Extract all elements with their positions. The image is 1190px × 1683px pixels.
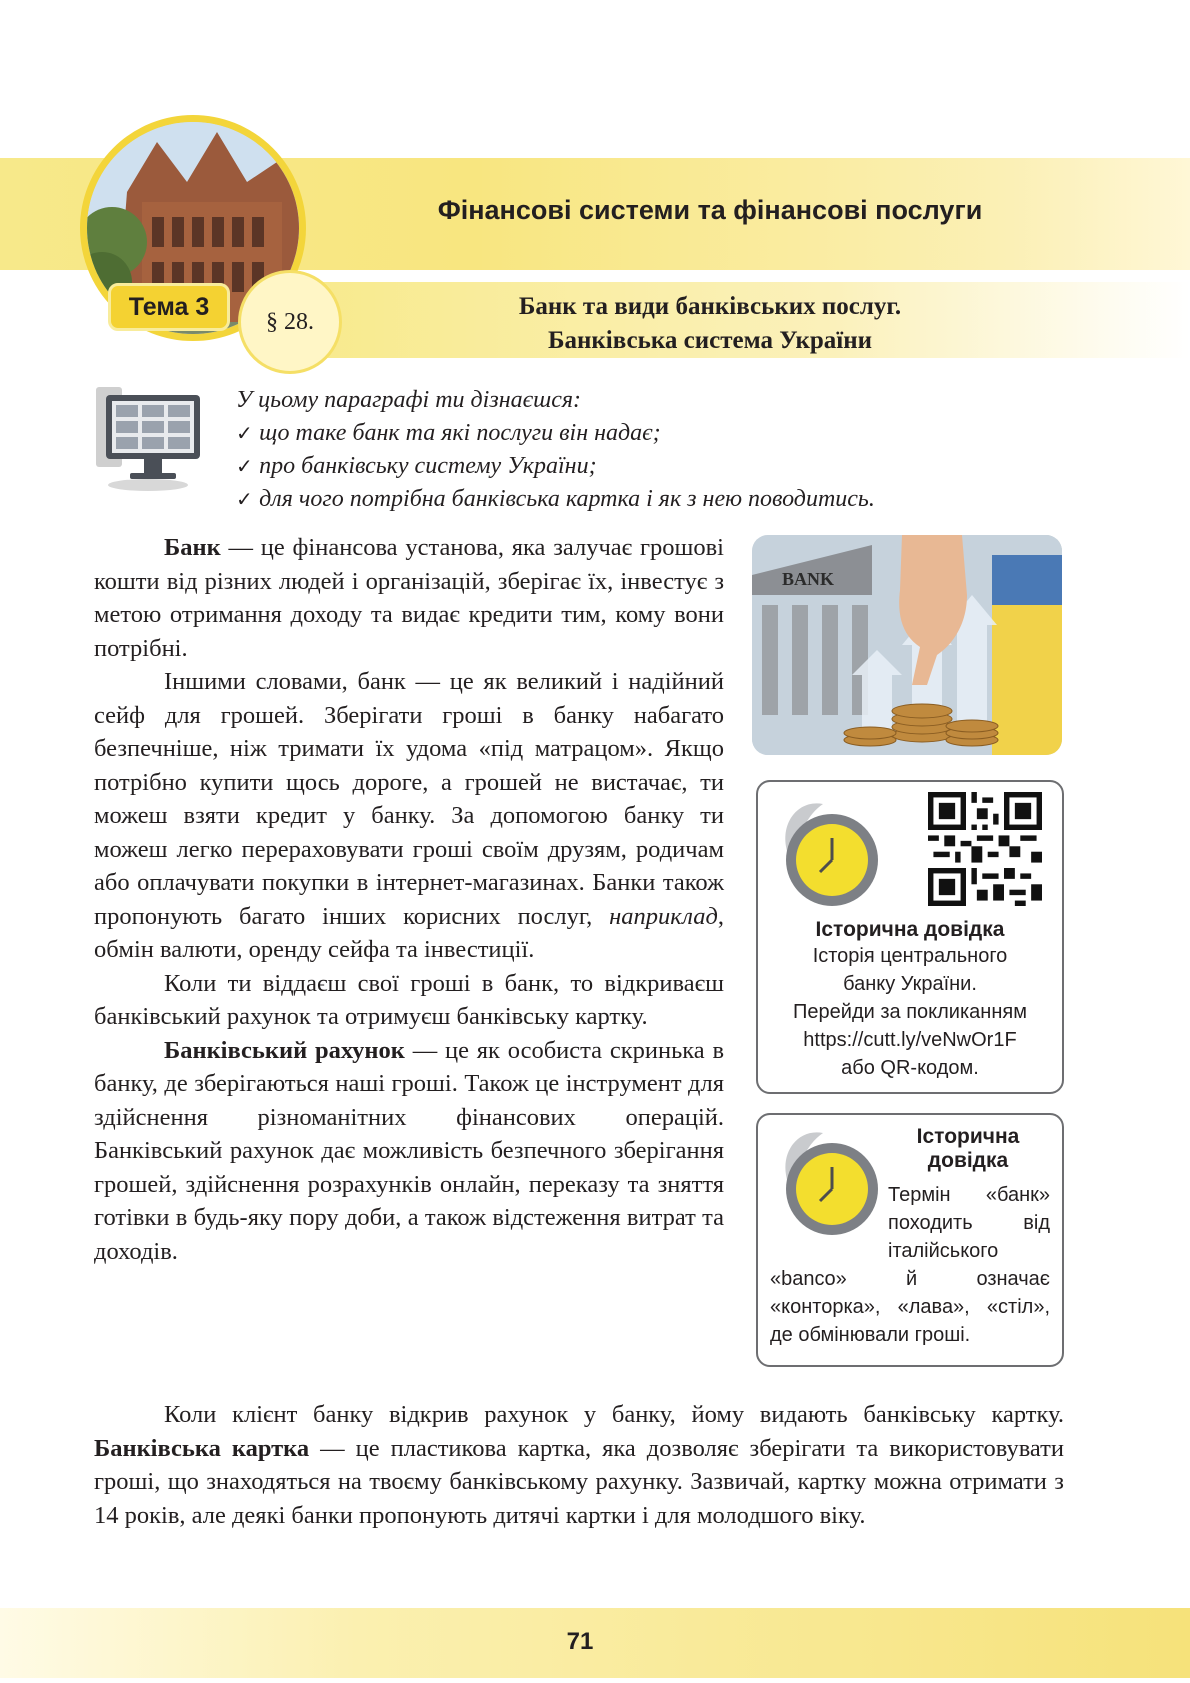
objective-item: ✓ про банківську систему України; <box>236 450 1076 483</box>
paragraph-text: , обмін валюти, оренду сейфа та інвестиції. <box>94 902 724 963</box>
paragraph-bank-card <box>94 1398 1064 1532</box>
paragraph-account-opening: Коли ти віддаєш свої гроші в банк, то відкриваєш банківський рахунок та отримуєш банківську картку. <box>94 969 724 1030</box>
main-text <box>94 531 724 1268</box>
paragraph-bank-account <box>94 1034 724 1269</box>
box1-line4: або QR-кодом. <box>841 1057 979 1079</box>
paragraph-text: — це пластикова картка, яка дозволяє зберігати та використовувати гроші, що знаходяться на твоєму банківському рахунку. Зазвичай, картку можна отримати з 14 років, але деякі банки пропонують дитячі картки і для молодшого віку. <box>94 1434 1064 1529</box>
box1-title: Історична довідка <box>815 918 1005 941</box>
paragraph-text: — це як особиста скринька в банку, де зберігаються наші гроші. Також це інструмент для здійснення різноманітних фінансових операцій. Банківський рахунок дає можливість безпечного зберігання грошей, здійснення розрахунків онлайн, переказу та зняття готівки в будь-яку пору доби, а також відстеження витрат та доходів. <box>94 1036 725 1265</box>
paragraph-text: Коли клієнт банку відкрив рахунок у банку, йому видають банківську картку. <box>164 1401 1064 1428</box>
objective-item: ✓ що таке банк та які послуги він надає; <box>236 417 1076 450</box>
monitor-icon <box>92 385 204 493</box>
historical-note-box-2 <box>756 1113 1064 1367</box>
paragraph-in-other-words <box>94 665 724 967</box>
learning-objectives <box>236 384 1076 516</box>
theme-title: Фінансові системи та фінансові послуги <box>437 195 983 225</box>
clock-icon <box>768 794 888 914</box>
full-width-text <box>94 1398 1064 1532</box>
paragraph-bank <box>94 531 724 665</box>
paragraph-number: § 28. <box>238 270 342 374</box>
term-bank-account: Банківський рахунок <box>164 1036 405 1064</box>
bank-coins-photo <box>752 535 1062 755</box>
historical-note-box-1 <box>756 780 1064 1094</box>
box1-line2: банку України. <box>843 973 977 995</box>
theme-badge: Тема 3 <box>108 283 230 331</box>
paragraph-text: — це фінансова установа, яка залучає грошові кошти від різних людей і організацій, зберігає їх, інвестує з метою отримання доходу та видає кредити тим, кому вони потрібні. <box>94 534 724 662</box>
section-title-line2: Банківська система України <box>547 327 873 354</box>
paragraph-text: Іншими словами, банк — це як великий і надійний сейф для грошей. Зберігати гроші в банку набагато безпечніше, ніж тримати їх удома «під матрацом». Якщо потрібно купити щось дороге, а грошей не вистачає, ти можеш взяти кредит у банку. За допомогою банку ти можеш легко перераховувати гроші своїм друзям, родичам або оплачувати покупки в інтернет-магазинах. Банки також пропонують багато інших корисних послуг, <box>94 668 724 930</box>
bank-sign: BANK <box>782 569 835 589</box>
qr-code[interactable] <box>928 792 1042 906</box>
objective-item: ✓ для чого потрібна банківська картка і як з нею поводитись. <box>236 483 1076 516</box>
section-title <box>420 290 1000 358</box>
term-bank-card: Банківська картка <box>94 1434 310 1462</box>
objectives-lead: У цьому параграфі ти дізнаєшся: <box>236 387 581 413</box>
box2-title-line1: Історична <box>916 1125 1020 1148</box>
section-title-line1: Банк та види банківських послуг. <box>518 293 902 320</box>
page-number: 71 <box>566 1628 594 1655</box>
box1-link[interactable]: https://cutt.ly/veNwOr1F <box>803 1029 1017 1051</box>
box1-line3: Перейди за покликанням <box>793 1001 1027 1023</box>
italic-example: наприклад <box>609 902 718 930</box>
box1-line1: Історія центрального <box>812 945 1008 967</box>
term-bank: Банк <box>164 534 221 561</box>
box2-title-line2: довідка <box>927 1149 1009 1172</box>
box2-text: Термін «банк» походить від італійського «banco» й означає «конторка», «лава», «стіл», де обмінювали гроші. <box>770 1184 1050 1346</box>
